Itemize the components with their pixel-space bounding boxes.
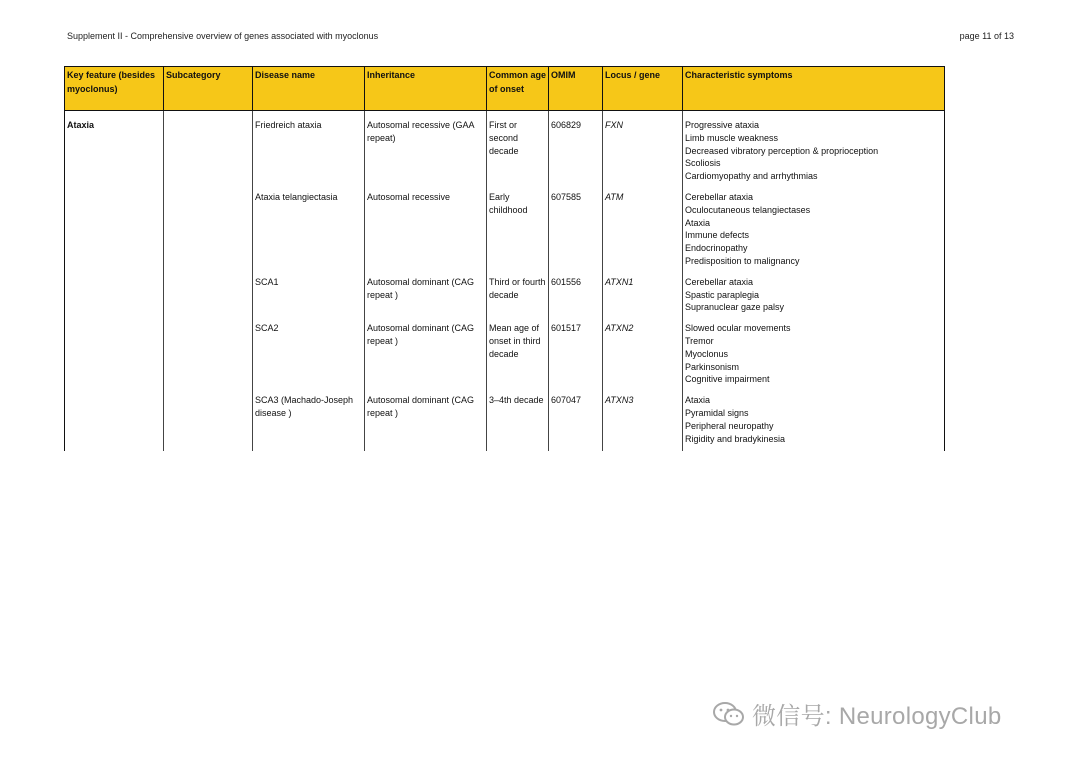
col-header-disease: Disease name xyxy=(253,67,365,111)
onset-cell: First or second decade xyxy=(487,117,549,183)
spacer-cell xyxy=(65,445,164,451)
symptom-item: Supranuclear gaze palsy xyxy=(685,302,785,313)
subcategory-cell xyxy=(164,392,253,445)
symptom-item: Tremor xyxy=(685,335,714,346)
symptom-item: Spastic paraplegia xyxy=(685,289,760,300)
symptom-item: Endocrinopathy xyxy=(685,243,748,254)
symptoms-cell xyxy=(683,392,945,445)
watermark-text: 微信号: NeurologyClub xyxy=(752,703,1002,730)
key-feature-cell xyxy=(65,274,164,314)
symptom-item: Rigidity and bradykinesia xyxy=(685,433,786,444)
key-feature-cell xyxy=(65,392,164,445)
symptoms-cell xyxy=(683,117,945,183)
table-row xyxy=(65,274,945,314)
onset-cell: Third or fourth decade xyxy=(487,274,549,314)
table-row xyxy=(65,117,945,183)
spacer-cell xyxy=(487,445,549,451)
omim-cell: 607585 xyxy=(549,189,603,268)
omim-cell: 601517 xyxy=(549,320,603,386)
gene-cell: ATXN3 xyxy=(603,392,683,445)
table-header-row xyxy=(65,67,945,111)
symptom-item: Oculocutaneous telangiectases xyxy=(685,204,811,215)
col-header-key-feature: Key feature (besides myoclonus) xyxy=(65,67,164,111)
document-title: Supplement II - Comprehensive overview of genes associated with myoclonus xyxy=(67,31,379,41)
symptoms-cell xyxy=(683,189,945,268)
disease-name-cell: SCA1 xyxy=(253,274,365,314)
onset-cell: Early childhood xyxy=(487,189,549,268)
disease-name-cell: Ataxia telangiectasia xyxy=(253,189,365,268)
genes-table xyxy=(64,66,945,451)
inheritance-cell: Autosomal recessive (GAA repeat) xyxy=(365,117,487,183)
disease-name-cell: SCA2 xyxy=(253,320,365,386)
symptom-item: Limb muscle weakness xyxy=(685,132,779,143)
symptom-item: Immune defects xyxy=(685,230,750,241)
col-header-onset: Common age of onset xyxy=(487,67,549,111)
symptom-item: Myoclonus xyxy=(685,348,729,359)
symptom-item: Ataxia xyxy=(685,395,711,406)
spacer-cell xyxy=(164,445,253,451)
table-row xyxy=(65,189,945,268)
inheritance-cell: Autosomal recessive xyxy=(365,189,487,268)
watermark xyxy=(712,696,1002,731)
col-header-locus: Locus / gene xyxy=(603,67,683,111)
table-row xyxy=(65,392,945,445)
disease-name-cell: SCA3 (Machado-Joseph disease ) xyxy=(253,392,365,445)
gene-cell: ATM xyxy=(603,189,683,268)
inheritance-cell: Autosomal dominant (CAG repeat ) xyxy=(365,320,487,386)
symptoms-cell xyxy=(683,320,945,386)
symptom-item: Slowed ocular movements xyxy=(685,323,791,334)
spacer-cell xyxy=(683,445,945,451)
symptom-item: Ataxia xyxy=(685,217,711,228)
col-header-symptoms: Characteristic symptoms xyxy=(683,67,945,111)
page-number: page 11 of 13 xyxy=(959,31,1014,41)
symptom-item: Cognitive impairment xyxy=(685,374,770,385)
symptom-item: Progressive ataxia xyxy=(685,120,760,130)
key-feature-cell xyxy=(65,189,164,268)
gene-cell: ATXN1 xyxy=(603,274,683,314)
spacer-cell xyxy=(549,445,603,451)
omim-cell: 601556 xyxy=(549,274,603,314)
onset-cell: Mean age of onset in third decade xyxy=(487,320,549,386)
symptom-item: Scoliosis xyxy=(685,158,721,169)
subcategory-cell xyxy=(164,274,253,314)
subcategory-cell xyxy=(164,189,253,268)
onset-cell: 3–4th decade xyxy=(487,392,549,445)
subcategory-cell xyxy=(164,320,253,386)
symptom-item: Cerebellar ataxia xyxy=(685,191,754,202)
spacer-row xyxy=(65,445,945,451)
wechat-icon xyxy=(712,700,746,728)
subcategory-cell xyxy=(164,117,253,183)
spacer-cell xyxy=(365,445,487,451)
inheritance-cell: Autosomal dominant (CAG repeat ) xyxy=(365,392,487,445)
symptom-item: Predisposition to malignancy xyxy=(685,255,800,266)
gene-cell: ATXN2 xyxy=(603,320,683,386)
omim-cell: 606829 xyxy=(549,117,603,183)
gene-cell: FXN xyxy=(603,117,683,183)
omim-cell: 607047 xyxy=(549,392,603,445)
symptom-item: Peripheral neuropathy xyxy=(685,420,774,431)
inheritance-cell: Autosomal dominant (CAG repeat ) xyxy=(365,274,487,314)
symptom-item: Cerebellar ataxia xyxy=(685,276,754,287)
col-header-omim: OMIM xyxy=(549,67,603,111)
symptoms-cell xyxy=(683,274,945,314)
symptom-item: Pyramidal signs xyxy=(685,407,749,418)
symptom-item: Parkinsonism xyxy=(685,361,740,372)
table-row xyxy=(65,320,945,386)
spacer-cell xyxy=(603,445,683,451)
spacer-cell xyxy=(253,445,365,451)
key-feature-cell: Ataxia xyxy=(65,117,164,183)
key-feature-cell xyxy=(65,320,164,386)
symptom-item: Cardiomyopathy and arrhythmias xyxy=(685,171,818,182)
symptom-item: Decreased vibratory perception & proprioception xyxy=(685,145,879,156)
col-header-subcategory: Subcategory xyxy=(164,67,253,111)
disease-name-cell: Friedreich ataxia xyxy=(253,117,365,183)
col-header-inheritance: Inheritance xyxy=(365,67,487,111)
